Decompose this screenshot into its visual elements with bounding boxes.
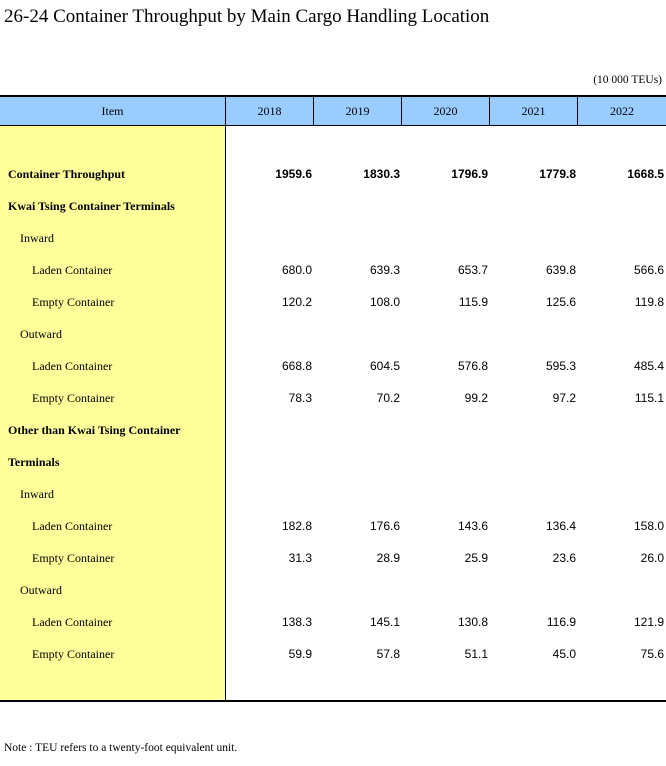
cell-2019: 639.3 bbox=[369, 263, 400, 277]
table-row bbox=[0, 382, 666, 414]
cell-2020: 653.7 bbox=[457, 263, 488, 277]
row-label: Empty Container bbox=[32, 294, 115, 309]
cell-2022: 121.9 bbox=[633, 615, 664, 629]
table-row bbox=[0, 222, 666, 254]
cell-2021: 595.3 bbox=[545, 359, 576, 373]
table-row bbox=[0, 318, 666, 350]
cell-2020: 25.9 bbox=[464, 551, 488, 565]
cell-2021: 125.6 bbox=[545, 295, 576, 309]
cell-2019: 145.1 bbox=[369, 615, 400, 629]
cell-2019: 57.8 bbox=[376, 647, 400, 661]
row-label: Laden Container bbox=[32, 518, 113, 533]
cell-2019: 1830.3 bbox=[363, 167, 400, 181]
row-label: Terminals bbox=[8, 454, 60, 469]
table-row bbox=[0, 574, 666, 606]
cell-2020: 99.2 bbox=[464, 391, 488, 405]
table-row bbox=[0, 414, 666, 446]
cell-2020: 130.8 bbox=[457, 615, 488, 629]
cell-2020: 576.8 bbox=[457, 359, 488, 373]
header-year-2018: 2018 bbox=[226, 97, 314, 125]
table-row bbox=[0, 190, 666, 222]
cell-2018: 31.3 bbox=[288, 551, 312, 565]
header-year-2021: 2021 bbox=[490, 97, 578, 125]
cell-2021: 45.0 bbox=[552, 647, 576, 661]
cell-2021: 97.2 bbox=[552, 391, 576, 405]
cell-2019: 176.6 bbox=[369, 519, 400, 533]
cell-2018: 680.0 bbox=[281, 263, 312, 277]
header-year-2019: 2019 bbox=[314, 97, 402, 125]
page-title: 26-24 Container Throughput by Main Cargo Handling Location bbox=[4, 6, 490, 27]
table-row bbox=[0, 158, 666, 190]
cell-2019: 28.9 bbox=[376, 551, 400, 565]
cell-2018: 59.9 bbox=[288, 647, 312, 661]
cell-2022: 119.8 bbox=[634, 295, 664, 309]
row-label: Laden Container bbox=[32, 614, 113, 629]
unit-label: (10 000 TEUs) bbox=[593, 74, 662, 86]
cell-2019: 70.2 bbox=[376, 391, 400, 405]
table-header bbox=[0, 95, 666, 126]
header-year-2022: 2022 bbox=[610, 103, 634, 118]
table-row bbox=[0, 510, 666, 542]
row-label: Outward bbox=[20, 582, 62, 597]
cell-2021: 116.9 bbox=[546, 615, 576, 629]
row-label: Kwai Tsing Container Terminals bbox=[8, 198, 175, 213]
header-year-2020: 2020 bbox=[402, 97, 490, 125]
cell-2022: 1668.5 bbox=[627, 167, 664, 181]
cell-2021: 1779.8 bbox=[539, 167, 576, 181]
cell-2020: 143.6 bbox=[457, 519, 488, 533]
row-label: Inward bbox=[20, 230, 54, 245]
row-label: Container Throughput bbox=[8, 166, 126, 181]
row-label: Outward bbox=[20, 326, 62, 341]
cell-2019: 604.5 bbox=[369, 359, 400, 373]
row-label: Other than Kwai Tsing Container bbox=[8, 422, 181, 437]
row-label: Laden Container bbox=[32, 262, 113, 277]
cell-2022: 115.1 bbox=[634, 391, 664, 405]
footnote: Note : TEU refers to a twenty-foot equivalent unit. bbox=[4, 742, 238, 754]
cell-2021: 23.6 bbox=[552, 551, 576, 565]
cell-2022: 158.0 bbox=[633, 519, 664, 533]
table-row bbox=[0, 606, 666, 638]
cell-2021: 639.8 bbox=[545, 263, 576, 277]
cell-2018: 1959.6 bbox=[275, 167, 312, 181]
cell-2022: 485.4 bbox=[633, 359, 664, 373]
table-row bbox=[0, 254, 666, 286]
cell-2018: 182.8 bbox=[281, 519, 312, 533]
cell-2019: 108.0 bbox=[369, 295, 400, 309]
row-label: Inward bbox=[20, 486, 54, 501]
cell-2018: 138.3 bbox=[281, 615, 312, 629]
table-row bbox=[0, 446, 666, 478]
cell-2018: 120.2 bbox=[281, 295, 312, 309]
cell-2018: 78.3 bbox=[288, 391, 312, 405]
table-row bbox=[0, 478, 666, 510]
cell-2021: 136.4 bbox=[545, 519, 576, 533]
cell-2022: 26.0 bbox=[640, 551, 664, 565]
cell-2018: 668.8 bbox=[281, 359, 312, 373]
header-item: Item bbox=[0, 97, 226, 125]
cell-2020: 51.1 bbox=[464, 647, 488, 661]
cell-2022: 566.6 bbox=[633, 263, 664, 277]
cell-2022: 75.6 bbox=[640, 647, 664, 661]
table-row bbox=[0, 638, 666, 670]
table-row bbox=[0, 286, 666, 318]
row-label: Empty Container bbox=[32, 550, 115, 565]
cell-2020: 1796.9 bbox=[451, 167, 488, 181]
cell-2020: 115.9 bbox=[458, 295, 488, 309]
row-label: Empty Container bbox=[32, 390, 115, 405]
row-label: Empty Container bbox=[32, 646, 115, 661]
table-bottom-rule bbox=[0, 700, 666, 702]
table-row bbox=[0, 350, 666, 382]
row-label: Laden Container bbox=[32, 358, 113, 373]
table-row bbox=[0, 542, 666, 574]
